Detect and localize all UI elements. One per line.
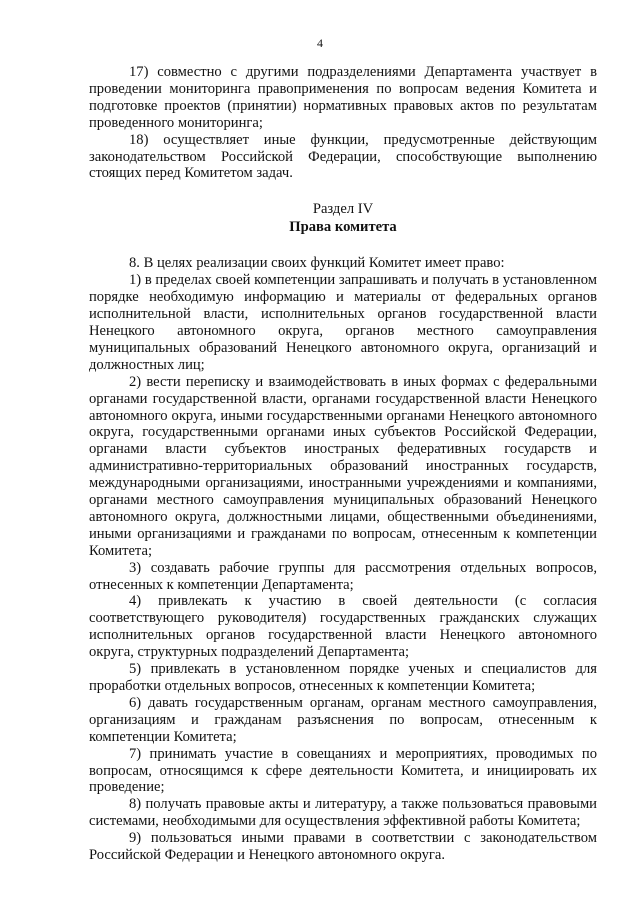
list-item-18: 18) осуществляет иные функции, предусмотренные действующим законодательством Российской Федерации, способствующие выполнению стоящих перед Комитетом задач. — [89, 131, 597, 182]
right-item-9: 9) пользоваться иными правами в соответствии с законодательством Российской Федерации и Ненецкого автономного округа. — [89, 830, 597, 864]
right-item-8: 8) получать правовые акты и литературу, а также пользоваться правовыми системами, необходимыми для осуществления эффективной работы Комитета; — [89, 796, 597, 830]
right-item-3: 3) создавать рабочие группы для рассмотрения отдельных вопросов, отнесенных к компетенции Департамента; — [89, 559, 597, 593]
page-number: 4 — [317, 36, 323, 50]
section-title: Права комитета — [289, 219, 397, 236]
right-item-5: 5) привлекать в установленном порядке ученых и специалистов для проработки отдельных вопросов, отнесенных к компетенции Комитета; — [89, 661, 597, 694]
document-body — [89, 64, 597, 864]
right-item-7: 7) принимать участие в совещаниях и мероприятиях, проводимых по вопросам, относящимся к сфере деятельности Комитета, и инициировать их проведение; — [89, 745, 597, 796]
right-item-6: 6) давать государственным органам, органам местного самоуправления, организациям и гражданам разъяснения по вопросам, отнесенным к компетенции Комитета; — [89, 694, 597, 745]
paragraph-intro: 8. В целях реализации своих функций Комитет имеет право: — [129, 255, 505, 272]
right-item-1: 1) в пределах своей компетенции запрашивать и получать в установленном порядке необходимую информацию и материалы от федеральных органов исполнительной власти, исполнительных органов государственной власти Ненецкого автономного округа, органов местного самоуправления муниципальных образований Ненецкого автономного округа, организаций и должностных лиц; — [89, 272, 597, 373]
section-label: Раздел IV — [312, 201, 374, 218]
right-item-2: 2) вести переписку и взаимодействовать в иных формах с федеральными органами государственной власти, органами государственной власти Ненецкого автономного округа, иными государственными органами Ненецкого автономного округа, государственными органами иных субъектов Российской Федерации, органами власти субъектов иностраных федеративных государств и административно-территориальных образований иностранных государств, международными организациями, иностранными учреждениями и компаниями, органами местного самоуправления муниципальных образований Ненецкого автономного округа, должностными лицами, общественными объединениями, иными организациями и гражданами по вопросам, отнесенным к компетенции Комитета; — [89, 373, 597, 559]
section-heading — [89, 200, 597, 236]
right-item-4: 4) привлекать к участию в своей деятельности (с согласия соответствующего руководителя) государственных гражданских служащих исполнительных органов государственной власти Ненецкого автономного округа, структурных подразделений Департамента; — [89, 593, 597, 661]
list-item-17: 17) совместно с другими подразделениями Департамента участвует в проведении мониторинга правоприменения по вопросам ведения Комитета и подготовке проектов (принятии) нормативных правовых актов по результатам проведенного мониторинга; — [89, 64, 597, 131]
